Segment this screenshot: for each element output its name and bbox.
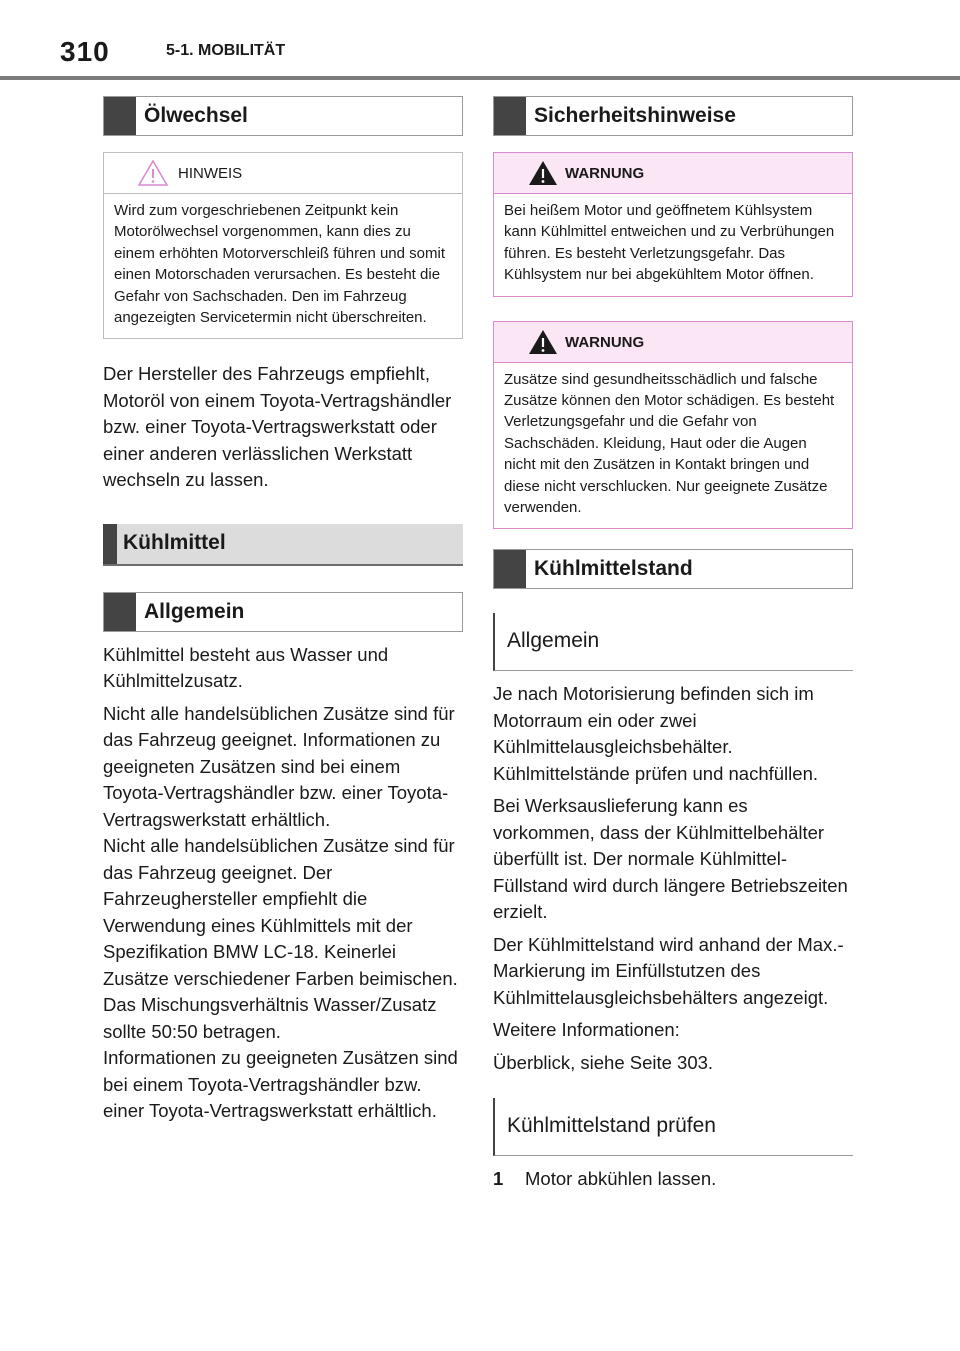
- warning-text: Bei heißem Motor und geöffnetem Kühlsystem kann Kühlmittel entweichen und zu Verbrühungen führen. Es besteht Verletzungsgefahr. Das Kühlsystem nur bei abgekühltem Motor öffnen.: [504, 202, 835, 284]
- subsection-heading-check: [493, 1098, 853, 1156]
- section-title: Kühlmittel: [123, 530, 226, 554]
- subsection-heading-general: [493, 613, 853, 671]
- coolant-level-paragraph-4: Weitere Informationen:: [493, 1019, 680, 1041]
- warning-triangle-icon: [528, 160, 558, 186]
- coolant-paragraph-1: Kühlmittel besteht aus Wasser und Kühlmittelzusatz.: [103, 643, 389, 692]
- section-marker: [103, 524, 117, 564]
- coolant-level-paragraph-3: Der Kühlmittelstand wird anhand der Max.-Markierung im Einfüllstutzen des Kühlmittelausgleichsbehälters angezeigt.: [493, 933, 844, 1008]
- hinweis-text: Wird zum vorgeschriebenen Zeitpunkt kein Motorölwechsel vorgenommen, kann dies zu einem erhöhten Motorverschleiß führen und somit einen Motorschaden verursachen. Es besteht die Gefahr von Sachschaden. Den im Fahrzeug angezeigten Servicetermin nicht überschreiten.: [114, 202, 445, 327]
- subsection-title: Allgemein: [144, 599, 245, 623]
- section-heading-coolant-level: [493, 549, 853, 589]
- warning-box-2: [493, 321, 853, 530]
- chapter-title: 5-1. MOBILITÄT: [166, 42, 286, 59]
- subsection-title: Allgemein: [507, 629, 600, 653]
- page-header: [0, 0, 960, 80]
- section-title: Ölwechsel: [144, 104, 248, 127]
- step-number: 1: [493, 1168, 504, 1190]
- hinweis-box: [103, 152, 463, 339]
- oil-change-paragraph: Der Hersteller des Fahrzeugs empfiehlt, Motoröl von einem Toyota-Vertragshändler bzw. einer Toyota-Vertragswerkstatt oder einer anderen verlässlichen Werkstatt wechseln zu lassen.: [103, 363, 452, 491]
- coolant-paragraph-2: Nicht alle handelsüblichen Zusätze sind für das Fahrzeug geeignet. Informationen zu geeigneten Zusätzen sind bei einem Toyota-Vertragshändler bzw. einer Toyota-Vertragswerkstatt erhältlich.: [103, 702, 455, 830]
- step-text: Motor abkühlen lassen.: [525, 1168, 717, 1190]
- section-marker: [104, 593, 136, 631]
- caution-triangle-icon: [138, 160, 168, 186]
- warning-triangle-icon: [528, 329, 558, 355]
- hinweis-label: HINWEIS: [178, 165, 243, 182]
- warning-box-1: [493, 152, 853, 297]
- coolant-level-paragraph-5: Überblick, siehe Seite 303.: [493, 1051, 714, 1073]
- page-number: 310: [60, 36, 110, 67]
- left-column: [103, 96, 463, 1125]
- section-title: Sicherheitshinweise: [534, 104, 736, 127]
- header-divider: [0, 76, 960, 80]
- subsection-title: Kühlmittelstand prüfen: [507, 1114, 716, 1138]
- coolant-paragraph-3: Nicht alle handelsüblichen Zusätze sind für das Fahrzeug geeignet. Der Fahrzeughersteller empfiehlt die Verwendung eines Kühlmittels mit der Spezifikation BMW LC-18. Keinerlei Zusätze verschiedener Farben beimischen. Das Mischungsverhältnis Wasser/Zusatz sollte 50:50 betragen.: [103, 835, 458, 1042]
- section-marker: [494, 550, 526, 588]
- coolant-paragraph-4: Informationen zu geeigneten Zusätzen sind bei einem Toyota-Vertragshändler bzw. einer Toyota-Vertragswerkstatt erhältlich.: [103, 1047, 458, 1122]
- right-column: [493, 96, 853, 1193]
- section-heading-coolant: [103, 524, 463, 566]
- coolant-level-paragraph-2: Bei Werksauslieferung kann es vorkommen, dass der Kühlmittelbehälter überfüllt ist. Der normale Kühlmittel-Füllstand wird durch längere Betriebszeiten erzielt.: [493, 795, 848, 923]
- warning-header: [494, 322, 852, 363]
- warning-text: Zusätze sind gesundheitsschädlich und falsche Zusätze können den Motor schädigen. Es besteht Verletzungsgefahr und die Gefahr von Sachschäden. Kleidung, Haut oder die Augen nicht mit den Zusätzen in Kontakt bringen und diese nicht verschlucken. Nur geeignete Zusätze verwenden.: [504, 370, 835, 517]
- warning-label: WARNUNG: [565, 165, 645, 182]
- section-marker: [104, 97, 136, 135]
- section-heading-safety: [493, 96, 853, 136]
- section-marker: [494, 97, 526, 135]
- warning-header: [494, 153, 852, 194]
- subsection-heading-general: [103, 592, 463, 632]
- section-heading-oil-change: [103, 96, 463, 136]
- warning-label: WARNUNG: [565, 333, 645, 351]
- step-item: [493, 1166, 853, 1193]
- section-title: Kühlmittelstand: [534, 557, 693, 581]
- coolant-level-paragraph-1: Je nach Motorisierung befinden sich im Motorraum ein oder zwei Kühlmittelausgleichsbehälter. Kühlmittelstände prüfen und nachfüllen.: [493, 683, 818, 784]
- hinweis-header: [104, 153, 462, 194]
